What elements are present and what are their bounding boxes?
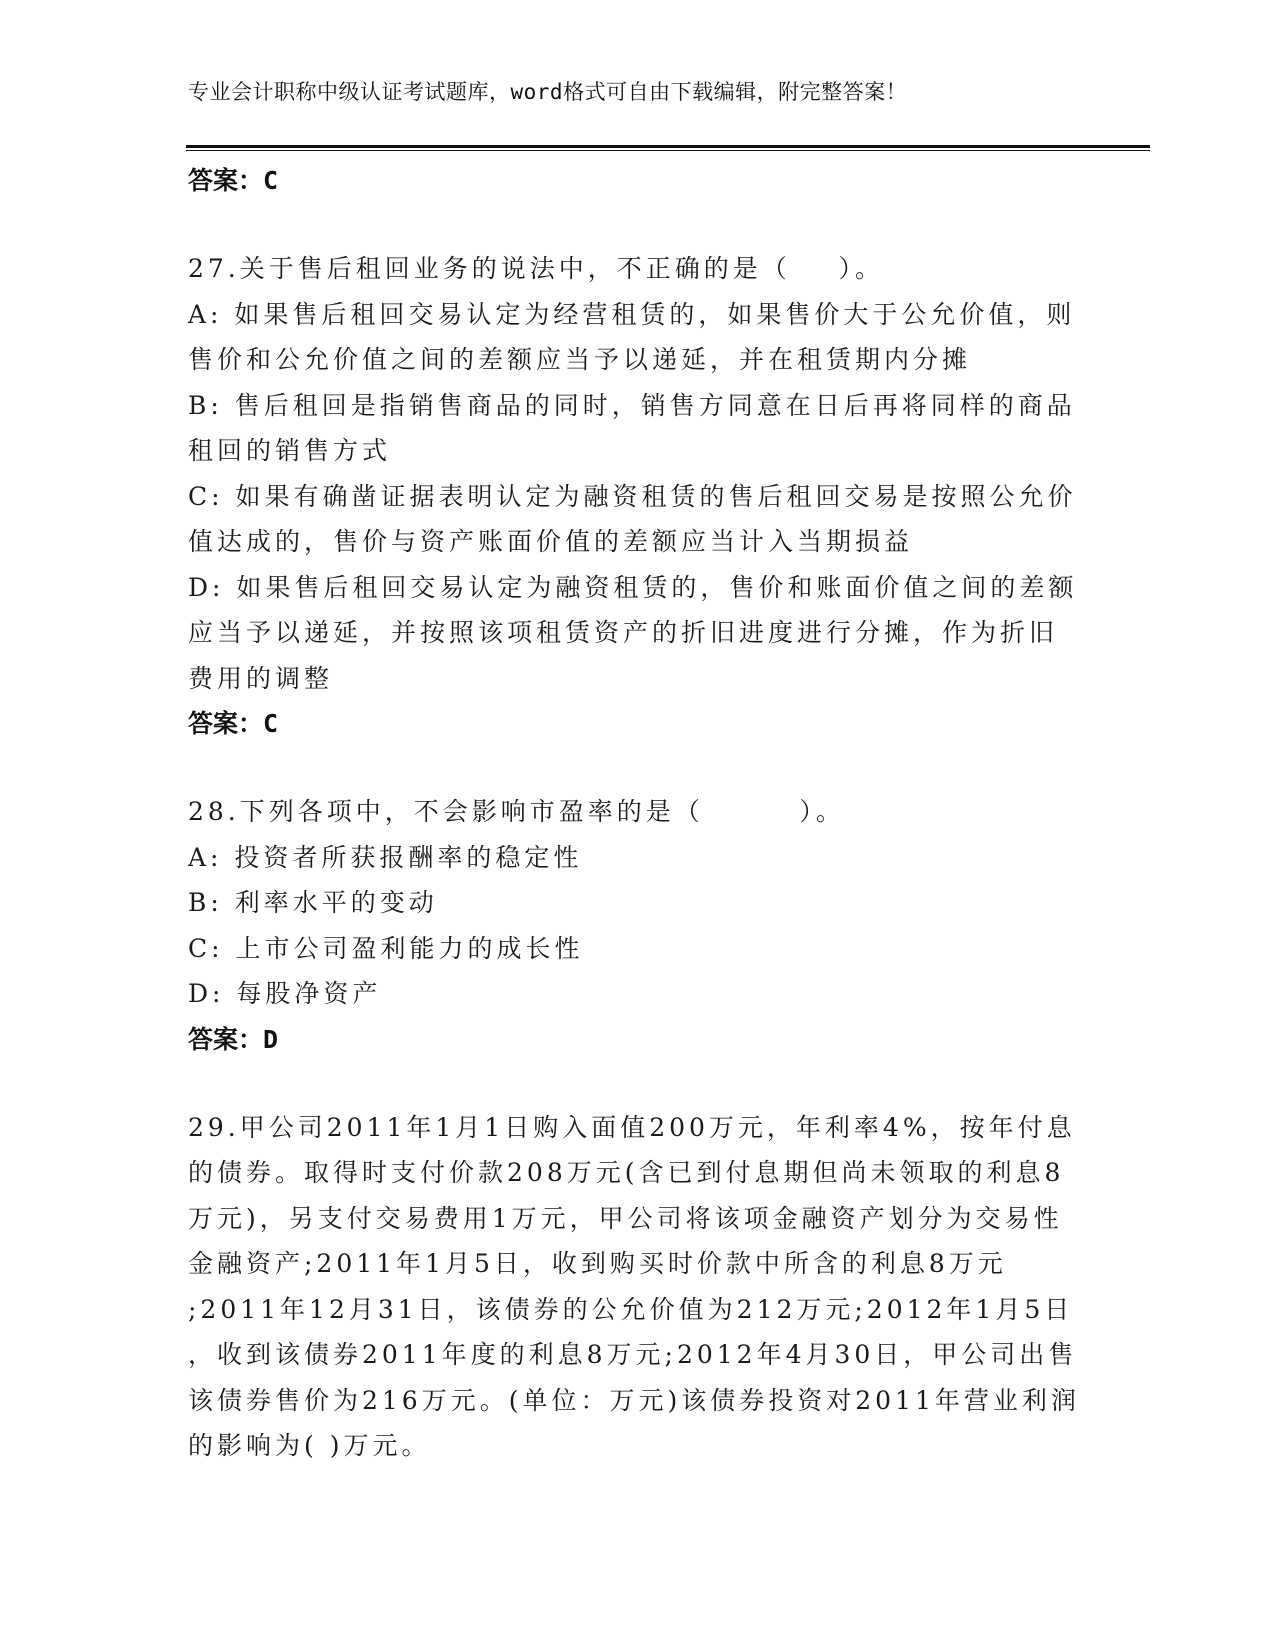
- question-stem: 28.下列各项中，不会影响市盈率的是（ ）。: [188, 797, 845, 826]
- page-header: 专业会计职称中级认证考试题库，word格式可自由下载编辑，附完整答案！: [188, 80, 908, 104]
- option-line: B: 售后租回是指销售商品的同时，销售方同意在日后再将同样的商品: [188, 390, 1076, 420]
- option-a: [188, 292, 1088, 383]
- stem-line: 万元)，另支付交易费用1万元，甲公司将该项金融资产划分为交易性: [188, 1203, 1063, 1233]
- answer-line: 答案：D: [188, 1024, 279, 1054]
- stem-line: 的债券。取得时支付价款208万元(含已到付息期但尚未领取的利息8: [188, 1158, 1065, 1187]
- question-stem: [188, 1105, 1088, 1469]
- option-line: C: 如果有确凿证据表明认定为融资租赁的售后租回交易是按照公允价: [188, 481, 1077, 511]
- header-rule-thick: [186, 145, 1150, 148]
- option-a: [188, 835, 1088, 881]
- question-28: [188, 789, 1088, 1063]
- question-29: [188, 1105, 1088, 1469]
- stem-line: ，收到该债券2011年度的利息8万元;2012年4月30日，甲公司出售: [188, 1340, 1078, 1369]
- question-stem: 27.关于售后租回业务的说法中，不正确的是（ ）。: [188, 254, 885, 283]
- stem-line: 29.甲公司2011年1月1日购入面值200万元，年利率4%，按年付息: [188, 1112, 1076, 1142]
- stem-line: 的影响为( )万元。: [188, 1431, 431, 1460]
- option-line: 售价和公允价值之间的差额应当予以递延，并在租赁期内分摊: [188, 345, 972, 374]
- option-line: A: 如果售后租回交易认定为经营租赁的，如果售价大于公允价值，则: [188, 299, 1076, 329]
- option-line: 费用的调整: [188, 663, 334, 693]
- stem-line: 该债券售价为216万元。(单位：万元)该债券投资对2011年营业利润: [188, 1385, 1080, 1415]
- question-27: [188, 246, 1088, 747]
- option-line: 值达成的，售价与资产账面价值的差额应当计入当期损益: [188, 527, 914, 556]
- stem-line: ;2011年12月31日，该债券的公允价值为212万元;2012年1月5日: [188, 1294, 1074, 1324]
- option-b: [188, 383, 1088, 474]
- option-d: [188, 565, 1088, 702]
- document-body: [188, 156, 1088, 1469]
- option-b: [188, 880, 1088, 926]
- option-c: [188, 474, 1088, 565]
- option-line: 租回的销售方式: [188, 436, 392, 465]
- option-c: [188, 926, 1088, 972]
- option-d: [188, 971, 1088, 1017]
- option-line: 应当予以递延，并按照该项租赁资产的折旧进度进行分摊，作为折旧: [188, 618, 1059, 647]
- option-line: D: 如果售后租回交易认定为融资租赁的，售价和账面价值之间的差额: [188, 572, 1078, 602]
- option-line: A: 投资者所获报酬率的稳定性: [188, 842, 583, 872]
- stem-line: 金融资产;2011年1月5日，收到购买时价款中所含的利息8万元: [188, 1249, 1007, 1278]
- answer-line: 答案：C: [188, 166, 279, 195]
- option-line: D: 每股净资产: [188, 979, 382, 1008]
- answer-line: 答案：C: [188, 709, 279, 738]
- header-rule-thin: [186, 150, 1150, 151]
- option-line: B: 利率水平的变动: [188, 888, 438, 917]
- option-line: C: 上市公司盈利能力的成长性: [188, 933, 584, 963]
